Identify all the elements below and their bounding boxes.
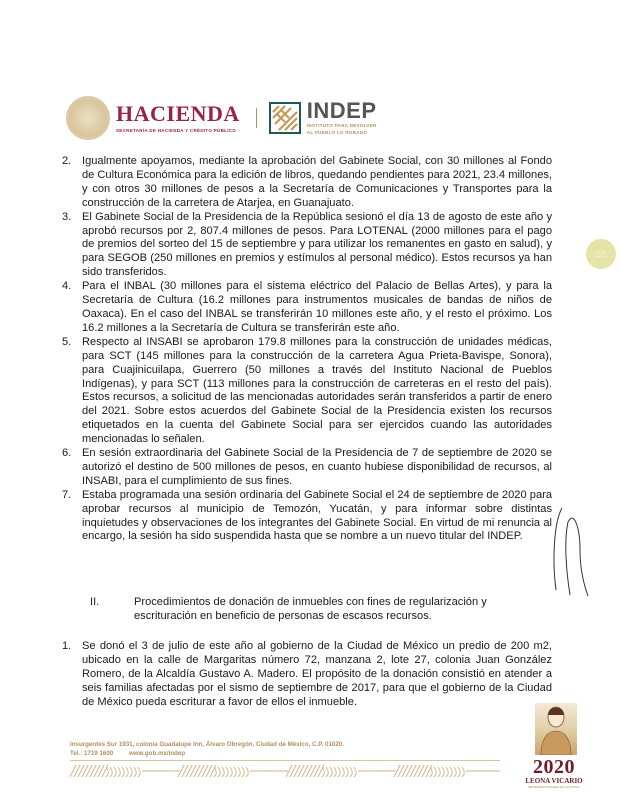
logo-divider [256,108,257,128]
pattern-stroke [110,767,112,777]
list-item-text: Para el INBAL (30 millones para el sistema eléctrico del Palacio de Bellas Artes), y para la Secretaría de Cultura (16.2 millones para instrumentos musicales de bandas de niños de Oaxaca). En el caso del INBAL se transferirán 10 millones este año, y el resto el próximo. Los 16.2 millones a la Secretaría de Cultura se transferirán este año. [82,280,552,334]
pattern-stroke [326,767,328,777]
pattern-stroke [354,767,356,777]
pattern-stroke [134,767,136,777]
pattern-stroke [338,767,340,777]
list-item-number: 5. [62,335,72,348]
footer-divider [70,760,500,761]
numbered-list [62,155,552,544]
indep-logo [307,100,377,136]
leona-name: LEONA VICARIO [525,777,583,785]
pattern-stroke [130,767,132,777]
pattern-stroke [334,767,336,777]
pattern-stroke [126,767,128,777]
list-item-text: El Gabinete Social de la Presidencia de la República sesionó el día 13 de agosto de este año y aprobó recursos por 2, 807.4 millones de pesos. Para LOTENAL (2000 millones para el pago de premios del sorteo del 15 de septiembre y para utilizar los remanentes en gasto en salud), y para SEGOB (250 millones en premios y estímulos al personal médico). Estos recursos ya han sido transferidos. [82,210,552,279]
pattern-stroke [342,767,344,777]
section-numbered-list [62,640,552,710]
pattern-stroke [346,767,348,777]
pattern-stroke [462,767,464,777]
pattern-stroke [434,767,436,777]
list-item-text: Se donó el 3 de julio de este año al gobierno de la Ciudad de México un predio de 200 m2, ubicado en la calle de Margaritas número 72, manzana 2, lote 27, colonia Juan González Romero, de la Alcaldía Gustavo A. Madero. El propósito de la donación consistió en atender a seis familias afectadas por el sismo de septiembre de 2017, para que el gobierno de la Ciudad de México pueda escriturar a favor de ellos el inmueble. [82,640,552,708]
list-item-text: En sesión extraordinaria del Gabinete Social de la Presidencia de 7 de septiembre de 2020 se autorizó el destino de 500 millones de pesos, en cuanto hubiese disponibilidad de recursos, al INSABI, para el cumplimiento de sus fines. [82,447,552,487]
pattern-stroke [246,767,248,777]
list-item [62,447,552,489]
list-item [62,210,552,281]
pattern-stroke [226,767,228,777]
pattern-stroke [350,767,352,777]
hacienda-subtitle: SECRETARÍA DE HACIENDA Y CRÉDITO PÚBLICO [116,128,237,133]
pattern-stroke [454,767,456,777]
leona-vicario-portrait-icon [535,703,577,755]
handwritten-signature [550,500,600,600]
pattern-stroke [442,767,444,777]
pattern-stroke [230,767,232,777]
footer-address: Insurgentes Sur 1931, colonia Guadalupe Inn, Álvaro Obregón, Ciudad de México, C.P. 01020. [70,741,344,748]
pattern-stroke [118,767,120,777]
leona-subtitle: BENEMÉRITA MADRE DE LA PATRIA [528,785,580,789]
indep-emblem-icon [269,102,301,134]
pattern-stroke [218,767,220,777]
list-item-text: Respecto al INSABI se aprobaron 179.8 millones para la construcción de unidades médicas, para SCT (145 millones para la construcción de la carretera Agua Prieta-Bavispe, Sonora), para Cuajinicuilapa, Guerrero (50 millones a través del Instituto Nacional de Pueblos Indígenas), y para SCT (113 millones para la construcción de carreteras en el resto del país). Estos recursos, a solicitud de las mencionadas autoridades serán transferidos a partir de enero del 2021. Sobre estos acuerdos del Gabinete Social de la Presidencia existen los recursos etiquetados en la cuenta del Gabinete Social para ser ejercidos cuando las autoridades mencionadas lo señalen. [82,335,552,446]
hacienda-logo [116,103,240,133]
pattern-stroke [330,767,332,777]
indep-subtitle-line1: INSTITUTO PARA DEVOLVER [306,123,377,128]
pattern-stroke [458,767,460,777]
footer-contact [70,740,344,758]
leona-year: 2020 [533,756,575,778]
footer-phone: Tel.: 1719 1600 [70,750,114,757]
leona-vicario-logo [519,703,589,789]
list-item-text: Estaba programada una sesión ordinaria del Gabinete Social el 24 de septiembre de 2020 para aprobar recursos al municipio de Temozón, Yucatán, y para informar sobre distintas inquietudes y observaciones de los integrantes del Gabinete Social. En virtud de mi renuncia al encargo, la sesión ha sido suspendida hasta que se nombre a un nuevo titular del INDEP. [82,488,552,543]
document-body [62,155,552,544]
list-item-number: 3. [62,210,72,223]
list-item-text: Igualmente apoyamos, mediante la aprobación del Gabinete Social, con 30 millones al Fondo de Cultura Económica para la edición de libros, quedando pendientes para 2021, 23.4 millones, y con otros 30 millones de pesos a la Secretaría de Comunicaciones y Transportes para la construcción de la carretera de Atarjea, en Guanajuato. [82,155,552,209]
page-number-badge: 2/5 [586,239,616,269]
letterhead [66,96,377,140]
indep-subtitle-line2: AL PUEBLO LO ROBADO [306,130,368,135]
list-item-number: 7. [62,488,72,501]
hacienda-title: HACIENDA [116,101,240,126]
pattern-stroke [238,767,240,777]
list-item-number: 6. [62,447,72,460]
list-item-number: 4. [62,280,72,293]
indep-title: INDEP [306,98,377,123]
pattern-stroke [450,767,452,777]
pattern-stroke [242,767,244,777]
list-item [62,155,552,211]
pattern-stroke [446,767,448,777]
list-item-number: 1. [62,640,72,652]
pattern-stroke [222,767,224,777]
decorative-pattern-icon [70,764,500,778]
pattern-stroke [114,767,116,777]
pattern-stroke [234,767,236,777]
pattern-stroke [138,767,140,777]
pattern-stroke [122,767,124,777]
list-item-number: 2. [62,155,72,167]
section-body [62,640,552,710]
list-item [62,488,552,545]
section-roman-numeral: II. [90,596,100,608]
list-item [62,335,552,447]
footer-website-link[interactable]: www.gob.mx/indep [128,750,186,757]
section-heading [90,596,550,624]
mexico-seal-icon [66,96,110,140]
list-item [62,640,552,710]
list-item [62,280,552,336]
section-title: Procedimientos de donación de inmuebles con fines de regularización y escrituración en beneficio de personas de escasos recursos. [134,596,487,622]
pattern-stroke [438,767,440,777]
